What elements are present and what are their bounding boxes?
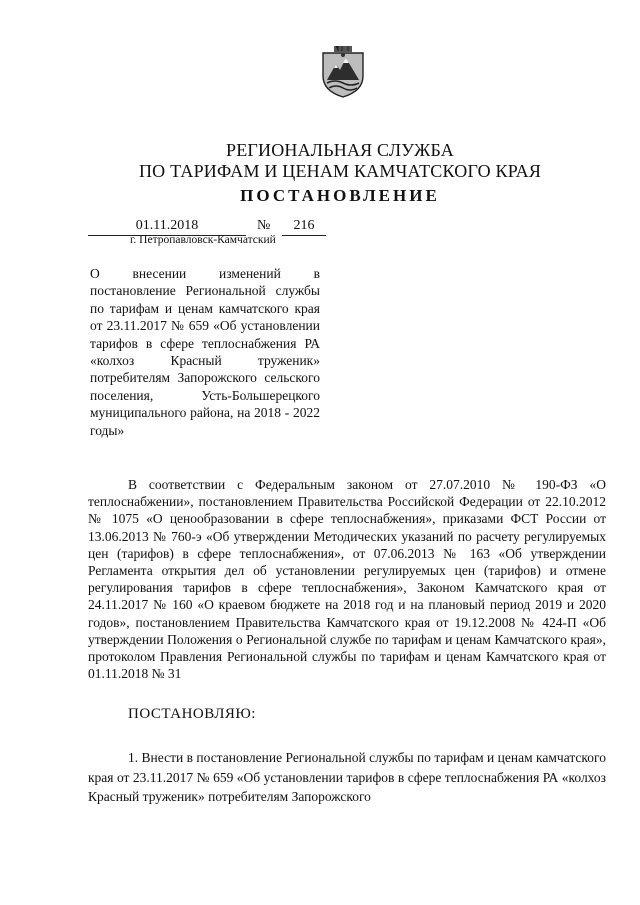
agency-name-line2: ПО ТАРИФАМ И ЦЕНАМ КАМЧАТСКОГО КРАЯ bbox=[138, 161, 542, 181]
kamchatka-coat-of-arms-icon bbox=[320, 46, 366, 98]
document-subject: О внесении изменений в постановление Региональной службы по тарифам и ценам камчатского края от 23.11.2017 № 659 «Об установлении тарифов в сфере теплоснабжения РА «колхоз Красный труженик» потребителям Запорожского сельского поселения, Усть-Большерецкого муниципального района, на 2018 - 2022 годы» bbox=[90, 266, 320, 438]
decree-heading: ПОСТАНОВЛЯЮ: bbox=[128, 706, 256, 722]
document-city: г. Петропавловск-Камчатский bbox=[130, 234, 276, 246]
clause-1-paragraph: 1. Внести в постановление Региональной службы по тарифам и ценам камчатского края от 23.11.2017 № 659 «Об установлении тарифов в сфере теплоснабжения РА «колхоз Красный труженик» потребителям Запорожского bbox=[88, 750, 606, 804]
agency-name-line1: РЕГИОНАЛЬНАЯ СЛУЖБА bbox=[226, 140, 454, 160]
document-date: 01.11.2018 bbox=[88, 218, 246, 236]
number-label: № bbox=[257, 218, 271, 233]
preamble-paragraph: В соответствии с Федеральным законом от 27.07.2010 № 190-ФЗ «О теплоснабжении», постановлением Правительства Российской Федерации от 22.10.2012 № 1075 «О ценообразовании в сфере теплоснабжения», приказами ФСТ России от 13.06.2013 № 760-э «Об утверждении Методических указаний по расчету регулируемых цен (тарифов) в сфере теплоснабжения», от 07.06.2013 № 163 «Об утверждении Регламента открытия дел об установлении регулируемых цен (тарифов) и отмене регулирования тарифов в сфере теплоснабжения», Законом Камчатского края от 24.11.2017 № 160 «О краевом бюджете на 2018 год и на плановый период 2019 и 2020 годов», постановлением Правительства Камчатского края от 19.12.2008 № 424-П «Об утверждении Положения о Региональной службе по тарифам и ценам Камчатского края», протоколом Правления Региональной службы по тарифам и ценам Камчатского края от 01.11.2018 № 31 bbox=[88, 477, 606, 682]
document-number: 216 bbox=[282, 218, 326, 236]
document-type: ПОСТАНОВЛЕНИЕ bbox=[240, 186, 440, 205]
